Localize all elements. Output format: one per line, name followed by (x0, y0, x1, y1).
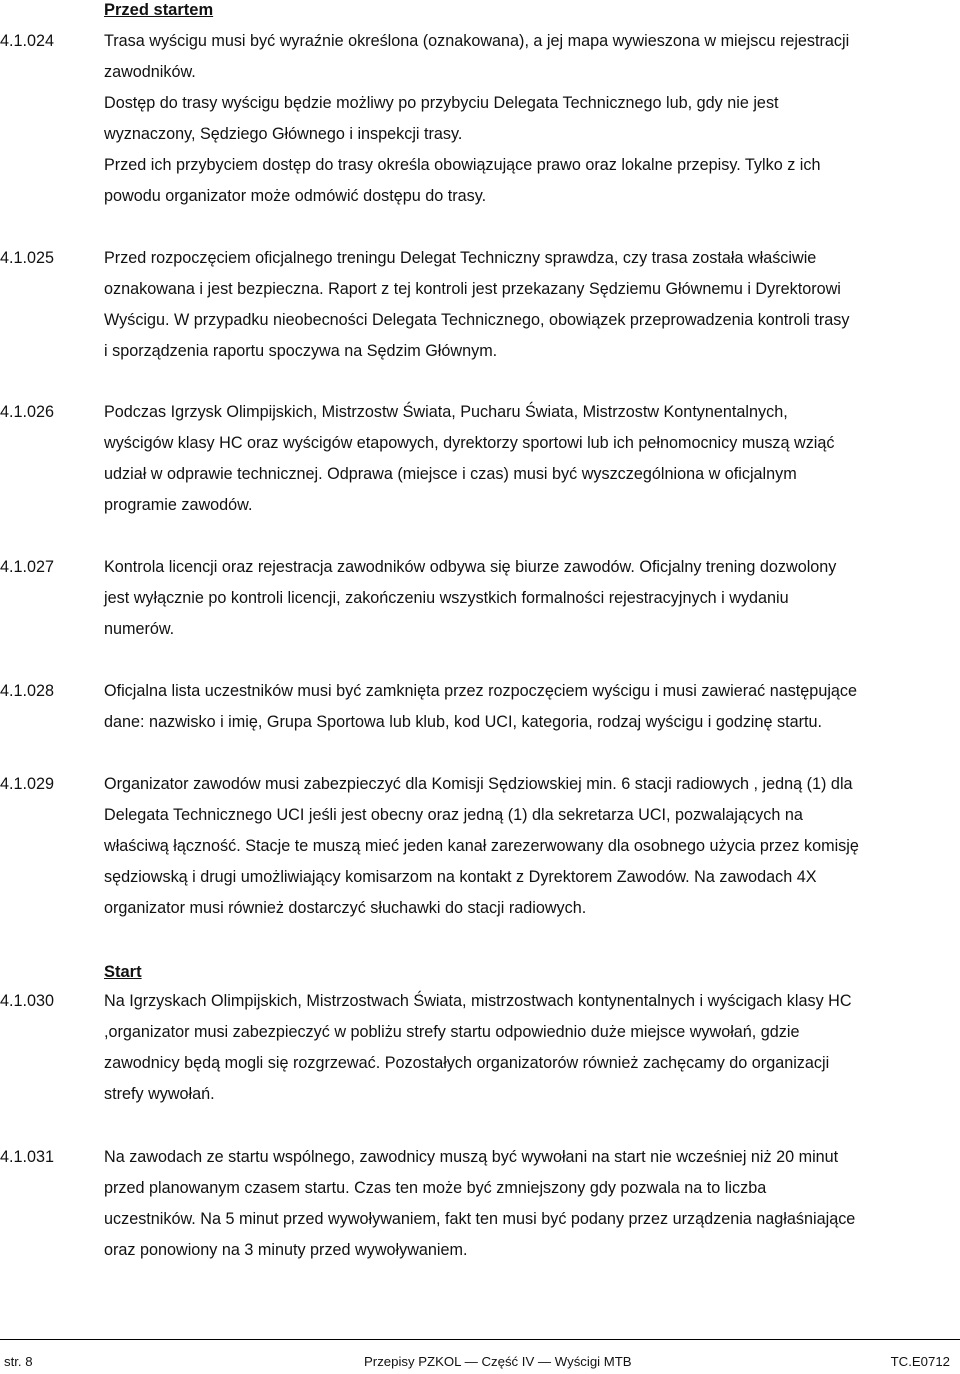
footer-divider (0, 1339, 960, 1340)
text-line: Podczas Igrzysk Olimpijskich, Mistrzostw Świata, Pucharu Świata, Mistrzostw Kontynentalnych, (104, 403, 788, 421)
rule-number: 4.1.030 (0, 992, 55, 1010)
text-line: powodu organizator może odmówić dostępu do trasy. (104, 187, 487, 205)
rule-number: 4.1.028 (0, 682, 55, 700)
text-line: zawodnicy będą mogli się rozgrzewać. Pozostałych organizatorów również zachęcamy do organizacji (104, 1054, 830, 1072)
rule-text (104, 769, 950, 924)
rule-number: 4.1.027 (0, 558, 55, 576)
text-line: Oficjalna lista uczestników musi być zamknięta przez rozpoczęciem wyścigu i musi zawierać następujące (104, 682, 858, 700)
text-line: właściwą łączność. Stacje te muszą mieć jeden kanał zarezerwowany dla osobnego użycia przez komisję (104, 837, 859, 855)
text-line: przed planowanym czasem startu. Czas ten może być zmniejszony gdy pozwala na to liczba (104, 1179, 767, 1197)
text-line: oraz ponowiony na 3 minuty przed wywoływaniem. (104, 1241, 468, 1259)
text-line: wyścigów klasy HC oraz wyścigów etapowych, dyrektorzy sportowi lub ich pełnomocnicy muszą wziąć (104, 434, 835, 452)
text-line: wyznaczony, Sędziego Głównego i inspekcji trasy. (104, 125, 463, 143)
rule-number: 4.1.029 (0, 775, 55, 793)
text-line: Trasa wyścigu musi być wyraźnie określona (oznakowana), a jej mapa wywieszona w miejscu rejestracji (104, 32, 850, 50)
rule-text (104, 243, 950, 367)
text-line: numerów. (104, 620, 175, 638)
text-line: Delegata Technicznego UCI jeśli jest obecny oraz jedną (1) dla sekretarza UCI, pozwalających na (104, 806, 803, 824)
text-line: jest wyłącznie po kontroli licencji, zakończeniu wszystkich formalności rejestracyjnych i wydaniu (104, 589, 789, 607)
text-line: udział w odprawie technicznej. Odprawa (miejsce i czas) musi być wyszczególniona w oficjalnym (104, 465, 797, 483)
text-line: organizator musi również dostarczyć słuchawki do stacji radiowych. (104, 899, 587, 917)
text-line: sędziowską i drugi umożliwiający komisarzom na kontakt z Dyrektorem Zawodów. Na zawodach 4X (104, 868, 817, 886)
rule-text (104, 1142, 950, 1266)
footer-page-number: str. 8 (4, 1354, 33, 1369)
text-line: ,organizator musi zabezpieczyć w pobliżu strefy startu odpowiednio duże miejsce wywołań, gdzie (104, 1023, 800, 1041)
rule-number: 4.1.031 (0, 1148, 55, 1166)
text-line: Na zawodach ze startu wspólnego, zawodnicy muszą być wywołani na start nie wcześniej niż 20 minut (104, 1148, 839, 1166)
rule-text (104, 26, 950, 212)
text-line: dane: nazwisko i imię, Grupa Sportowa lub klub, kod UCI, kategoria, rodzaj wyścigu i godzinę startu. (104, 713, 822, 731)
rule-number: 4.1.026 (0, 403, 55, 421)
text-line: zawodników. (104, 63, 196, 81)
text-line: strefy wywołań. (104, 1085, 215, 1103)
text-line: Organizator zawodów musi zabezpieczyć dla Komisji Sędziowskiej min. 6 stacji radiowych , jedną (1) dla (104, 775, 853, 793)
rule-number: 4.1.025 (0, 249, 55, 267)
footer-title: Przepisy PZKOL — Część IV — Wyścigi MTB (364, 1354, 632, 1369)
text-line: Przed ich przybyciem dostęp do trasy określa obowiązujące prawo oraz lokalne przepisy. Tylko z ich (104, 156, 821, 174)
heading-start: Start (104, 963, 142, 981)
footer-code: TC.E0712 (890, 1354, 950, 1369)
rule-text (104, 676, 950, 738)
text-line: Na Igrzyskach Olimpijskich, Mistrzostwach Świata, mistrzostwach kontynentalnych i wyścigach klasy HC (104, 992, 852, 1010)
text-line: i sporządzenia raportu spoczywa na Sędzim Głównym. (104, 342, 498, 360)
text-line: Wyścigu. W przypadku nieobecności Delegata Technicznego, obowiązek przeprowadzenia kontroli trasy (104, 311, 850, 329)
text-line: uczestników. Na 5 minut przed wywoływaniem, fakt ten musi być podany przez urządzenia nagłaśniające (104, 1210, 856, 1228)
text-line: programie zawodów. (104, 496, 253, 514)
rule-number: 4.1.024 (0, 32, 55, 50)
heading-before-start: Przed startem (104, 1, 214, 19)
text-line: Przed rozpoczęciem oficjalnego treningu Delegat Techniczny sprawdza, czy trasa została właściwie (104, 249, 817, 267)
text-line: oznakowana i jest bezpieczna. Raport z tej kontroli jest przekazany Sędziemu Głównemu i Dyrektorowi (104, 280, 841, 298)
rule-text (104, 986, 950, 1110)
text-line: Dostęp do trasy wyścigu będzie możliwy po przybyciu Delegata Technicznego lub, gdy nie jest (104, 94, 779, 112)
text-line: Kontrola licencji oraz rejestracja zawodników odbywa się biurze zawodów. Oficjalny trening dozwolony (104, 558, 837, 576)
rule-text (104, 552, 950, 645)
rule-text (104, 397, 950, 521)
